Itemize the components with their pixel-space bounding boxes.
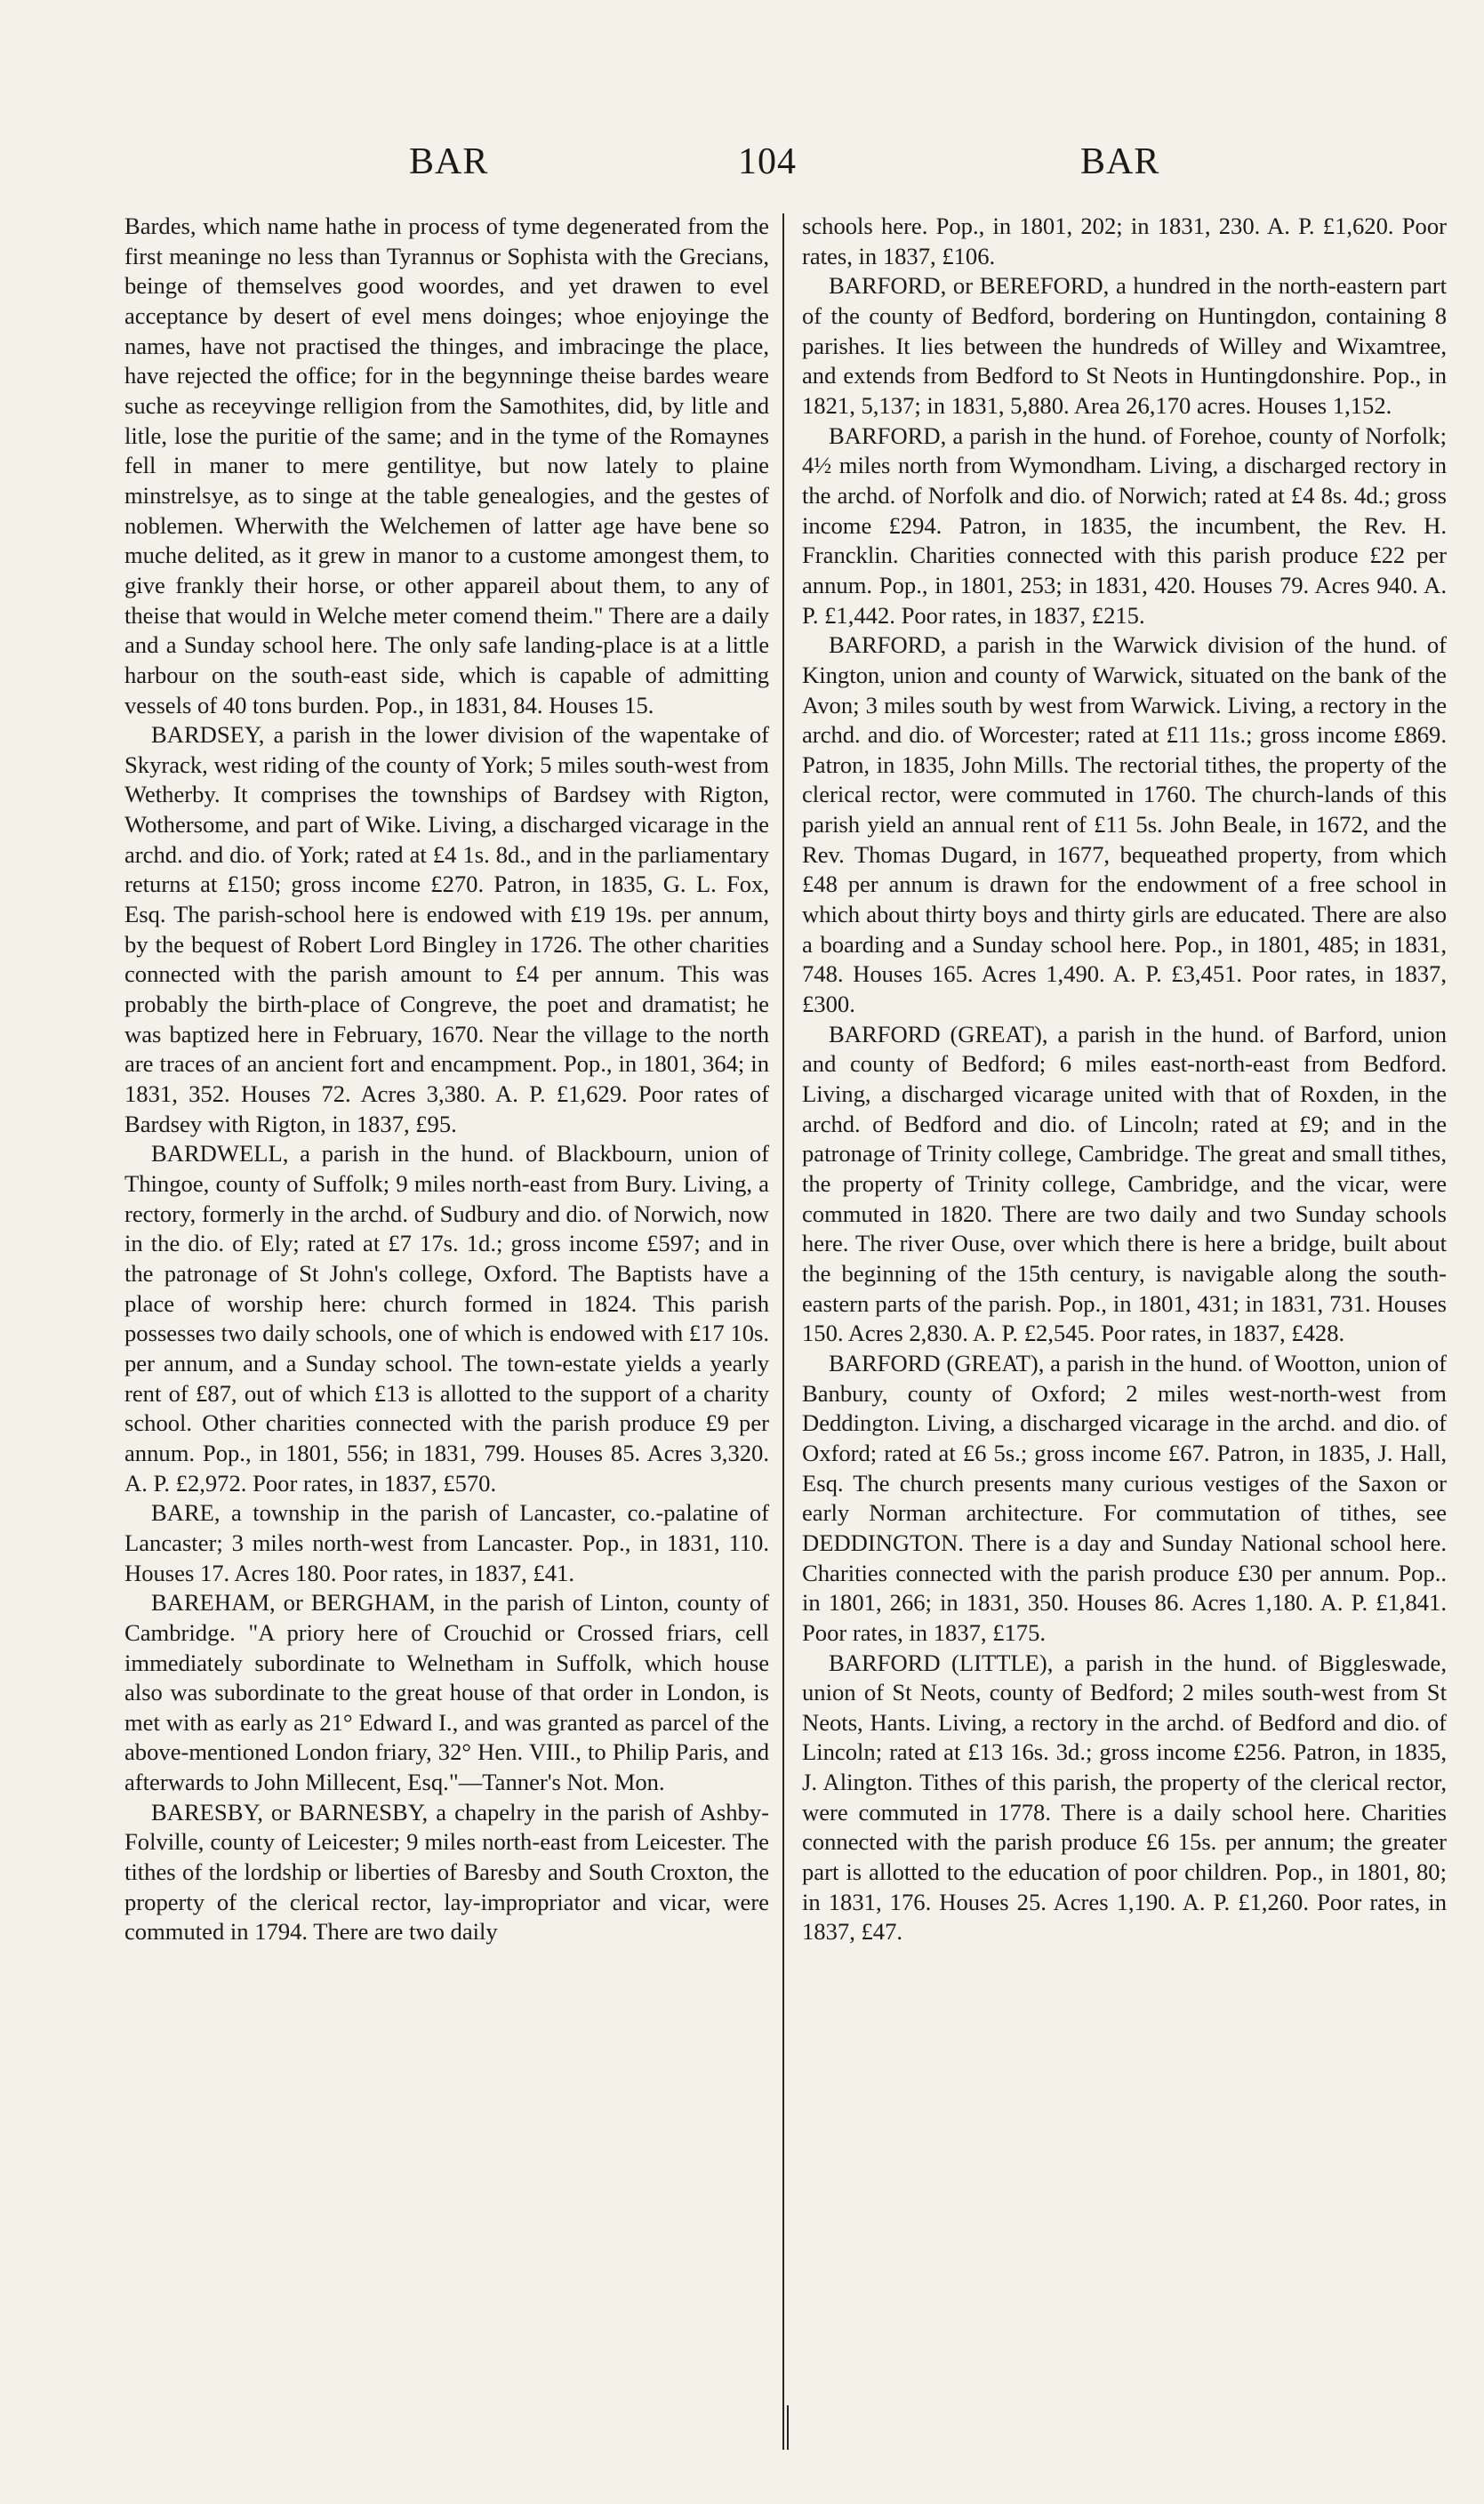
- header-left-word: BAR: [409, 141, 489, 182]
- left-column: [124, 212, 769, 2452]
- entry-bareham: BAREHAM, or BERGHAM, in the parish of Linton, county of Cambridge. "A priory here of Crouchid or Crossed friars, cell immediately subordinate to Welnetham in Suffolk, which house also was subordinate to the great house of that order in London, is met with as early as 21° Edward I., and was granted as parcel of the above-mentioned London friary, 32° Hen. VIII., to Philip Paris, and afterwards to John Millecent, Esq."—Tanner's Not. Mon.: [124, 1589, 769, 1796]
- column-divider-tail: [787, 2405, 789, 2450]
- entry-bardwell: BARDWELL, a parish in the hund. of Blackbourn, union of Thingoe, county of Suffolk; 9 miles north-east from Bury. Living, a rectory, formerly in the archd. of Sudbury and dio. of Norwich, now in the dio. of Ely; rated at £7 17s. 1d.; gross income £597; and in the patronage of St John's college, Oxford. The Baptists have a place of worship here: church formed in 1824. This parish possesses two daily schools, one of which is endowed with £17 10s. per annum, and a Sunday school. The town-estate yields a yearly rent of £87, out of which £13 is allotted to the support of a charity school. Other charities connected with the parish produce £9 per annum. Pop., in 1801, 556; in 1831, 799. Houses 85. Acres 3,320. A. P. £2,972. Poor rates, in 1837, £570.: [124, 1140, 769, 1497]
- header-right-word: BAR: [1080, 141, 1160, 182]
- entry-barford-hundred: BARFORD, or BEREFORD, a hundred in the north-eastern part of the county of Bedford, bordering on Huntingdon, containing 8 parishes. It lies between the hundreds of Willey and Wixamtree, and extends from Bedford to St Neots in Huntingdonshire. Pop., in 1821, 5,137; in 1831, 5,880. Area 26,170 acres. Houses 1,152.: [802, 272, 1447, 419]
- entry-bare: BARE, a township in the parish of Lancaster, co.-palatine of Lancaster; 3 miles north-west from Lancaster. Pop., in 1831, 110. Houses 17. Acres 180. Poor rates, in 1837, £41.: [124, 1499, 769, 1586]
- running-header: [124, 140, 1369, 185]
- entry-barford-little: BARFORD (LITTLE), a parish in the hund. of Biggleswade, union of St Neots, county of Bedford; 2 miles south-west from St Neots, Hants. Living, a rectory in the archd. of Bedford and dio. of Lincoln; rated at £13 16s. 3d.; gross income £256. Patron, in 1835, J. Alington. Tithes of this parish, the property of the clerical rector, were commuted in 1778. There is a daily school here. Charities connected with the parish produce £6 15s. per annum; the greater part is allotted to the education of poor children. Pop., in 1801, 80; in 1831, 176. Houses 25. Acres 1,190. A. P. £1,260. Poor rates, in 1837, £47.: [802, 1649, 1447, 1946]
- entry-baresby-continued: schools here. Pop., in 1801, 202; in 1831, 230. A. P. £1,620. Poor rates, in 1837, £106.: [802, 213, 1447, 269]
- right-column: [802, 212, 1447, 2452]
- entry-baresby: BARESBY, or BARNESBY, a chapelry in the parish of Ashby-Folville, county of Leicester; 9 miles north-east from Leicester. The tithes of the lordship or liberties of Baresby and South Croxton, the property of the clerical rector, lay-impropriator and vicar, were commuted in 1794. There are two daily: [124, 1798, 769, 1946]
- entry-bardes-continued: Bardes, which name hathe in process of tyme degenerated from the first meaninge no less than Tyrannus or Sophista with the Grecians, beinge of themselves good woordes, and yet drawen to evel acceptance by desert of evel mens doinges; whoe enjoyinge the names, have not practised the thinges, and imbracinge the place, have rejected the office; for in the begynninge theise bardes weare suche as receyvinge relligion from the Samothites, did, by litle and litle, lose the puritie of the same; and in the tyme of the Romaynes fell in maner to mere gentilitye, but now lately to plaine minstrelsye, as to singe at the table genealogies, and the gestes of noblemen. Wherwith the Welchemen of latter age have bene so muche delited, as it grew in manor to a custome amongest them, to give frankly their horse, or other appareil about them, to any of theise that would in Welche meter comend theim." There are a daily and a Sunday school here. The only safe landing-place is at a little harbour on the south-east side, which is capable of admitting vessels of 40 tons burden. Pop., in 1831, 84. Houses 15.: [124, 213, 769, 718]
- page-number: 104: [738, 141, 797, 182]
- entry-bardsey: BARDSEY, a parish in the lower division of the wapentake of Skyrack, west riding of the county of York; 5 miles south-west from Wetherby. It comprises the townships of Bardsey with Rigton, Wothersome, and part of Wike. Living, a discharged vicarage in the archd. and dio. of York; rated at £4 1s. 8d., and in the parliamentary returns at £150; gross income £270. Patron, in 1835, G. L. Fox, Esq. The parish-school here is endowed with £19 19s. per annum, by the bequest of Robert Lord Bingley in 1726. The other charities connected with the parish amount to £4 per annum. This was probably the birth-place of Congreve, the poet and dramatist; he was baptized here in February, 1670. Near the village to the north are traces of an ancient fort and encampment. Pop., in 1801, 364; in 1831, 352. Houses 72. Acres 3,380. A. P. £1,629. Poor rates of Bardsey with Rigton, in 1837, £95.: [124, 721, 769, 1137]
- entry-barford-norfolk: BARFORD, a parish in the hund. of Forehoe, county of Norfolk; 4½ miles north from Wymondham. Living, a discharged rectory in the archd. of Norfolk and dio. of Norwich; rated at £4 8s. 4d.; gross income £294. Patron, in 1835, the incumbent, the Rev. H. Francklin. Charities connected with this parish produce £22 per annum. Pop., in 1801, 253; in 1831, 420. Houses 79. Acres 940. A. P. £1,442. Poor rates, in 1837, £215.: [802, 421, 1447, 629]
- entry-barford-great-bedford: BARFORD (GREAT), a parish in the hund. of Barford, union and county of Bedford; 6 miles east-north-east from Bedford. Living, a discharged vicarage united with that of Roxden, in the archd. of Bedford and dio. of Lincoln; rated at £9; and in the patronage of Trinity college, Cambridge. The great and small tithes, the property of Trinity college, Cambridge, and the vicar, were commuted in 1820. There are two daily and two Sunday schools here. The river Ouse, over which there is here a bridge, built about the beginning of the 15th century, is navigable along the south-eastern parts of the parish. Pop., in 1801, 431; in 1831, 731. Houses 150. Acres 2,830. A. P. £2,545. Poor rates, in 1837, £428.: [802, 1020, 1447, 1347]
- entry-barford-great-oxford: BARFORD (GREAT), a parish in the hund. of Wootton, union of Banbury, county of Oxford; 2 miles west-north-west from Deddington. Living, a discharged vicarage in the archd. and dio. of Oxford; rated at £6 5s.; gross income £67. Patron, in 1835, J. Hall, Esq. The church presents many curious vestiges of the Saxon or early Norman architecture. For commutation of tithes, see DEDDINGTON. There is a day and Sunday National school here. Charities connected with the parish produce £30 per annum. Pop.. in 1801, 266; in 1831, 350. Houses 86. Acres 1,180. A. P. £1,841. Poor rates, in 1837, £175.: [802, 1349, 1447, 1646]
- entry-barford-warwick: BARFORD, a parish in the Warwick division of the hund. of Kington, union and county of Warwick, situated on the bank of the Avon; 3 miles south by west from Warwick. Living, a rectory in the archd. and dio. of Worcester; rated at £11 11s.; gross income £869. Patron, in 1835, John Mills. The rectorial tithes, the property of the clerical rector, were commuted in 1760. The church-lands of this parish yield an annual rent of £11 5s. John Beale, in 1672, and the Rev. Thomas Dugard, in 1677, bequeathed property, from which £48 per annum is drawn for the endowment of a free school in which about thirty boys and thirty girls are educated. There are also a boarding and a Sunday school here. Pop., in 1801, 485; in 1831, 748. Houses 165. Acres 1,490. A. P. £3,451. Poor rates, in 1837, £300.: [802, 631, 1447, 1018]
- column-divider: [782, 213, 784, 2450]
